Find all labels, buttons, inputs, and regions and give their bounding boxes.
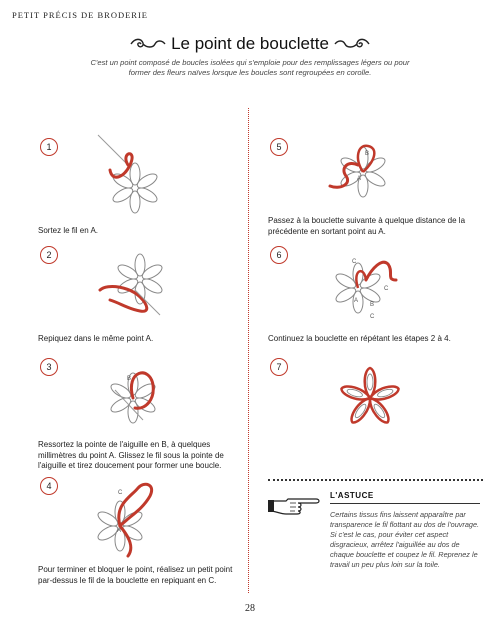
label-b: B bbox=[370, 302, 375, 308]
step-1-number: 1 bbox=[40, 138, 58, 156]
step-4-caption: Pour terminer et bloquer le point, réalisez un petit point par-dessus le fil de la bouclette en repiquant en C. bbox=[38, 565, 233, 585]
label-c: C bbox=[352, 259, 357, 265]
flourish-right-icon bbox=[333, 37, 371, 51]
label-c: C bbox=[384, 286, 389, 292]
column-divider bbox=[248, 108, 249, 593]
step-1-caption: Sortez le fil en A. bbox=[38, 226, 99, 235]
step-6-illustration bbox=[322, 250, 412, 325]
label-a: A bbox=[354, 298, 359, 304]
label-c: C bbox=[370, 314, 375, 320]
step-2-caption: Repiquez dans le même point A. bbox=[38, 334, 154, 343]
step-3-illustration bbox=[95, 360, 185, 435]
step-5-illustration bbox=[318, 130, 408, 210]
step-6-caption: Continuez la bouclette en répétant les étapes 2 à 4. bbox=[268, 334, 451, 343]
intro-text: C'est un point composé de boucles isolées qui s'emploie pour des remplissages légers ou pour former des fleurs naïves lorsque les boucles sont regroupées en corolle. bbox=[90, 58, 410, 77]
astuce-title: L'ASTUCE bbox=[330, 491, 374, 500]
astuce-title-rule bbox=[330, 503, 480, 504]
step-1-illustration bbox=[90, 130, 180, 220]
step-7-illustration bbox=[330, 358, 410, 438]
label-b: B bbox=[365, 151, 370, 157]
step-3-caption: Ressortez la pointe de l'aiguille en B, à quelques millimètres du point A. Glissez le fil sous la pointe de l'aiguille et tirez doucement pour former une boucle. bbox=[38, 440, 224, 470]
step-6-number: 6 bbox=[270, 246, 288, 264]
step-4-number: 4 bbox=[40, 477, 58, 495]
label-a: A bbox=[357, 176, 362, 182]
label-c: C bbox=[118, 490, 123, 496]
astuce-text: Certains tissus fins laissent apparaître par transparence le fil flottant au dos de l'ouvrage. Si c'est le cas, pour éviter cet aspect disgracieux, arrêtez l'aiguillée au dos de chaque bouclette et coupez le fil. Reprenez le travail un peu plus loin sur la toile. bbox=[330, 510, 480, 569]
page-number: 28 bbox=[245, 603, 255, 614]
title-row bbox=[0, 34, 500, 54]
step-3-number: 3 bbox=[40, 358, 58, 376]
page-title: Le point de bouclette bbox=[171, 34, 329, 53]
step-2-number: 2 bbox=[40, 246, 58, 264]
step-7-number: 7 bbox=[270, 358, 288, 376]
running-head: PETIT PRÉCIS DE BRODERIE bbox=[12, 10, 149, 20]
step-2-illustration bbox=[90, 245, 180, 325]
flourish-left-icon bbox=[129, 37, 167, 51]
label-a: A bbox=[117, 528, 122, 534]
step-4-illustration bbox=[90, 476, 180, 561]
label-b: B bbox=[127, 376, 132, 382]
pointing-hand-icon bbox=[268, 493, 323, 517]
step-5-number: 5 bbox=[270, 138, 288, 156]
step-5-caption: Passez à la bouclette suivante à quelque distance de la précédente en sortant point au A. bbox=[268, 216, 466, 236]
astuce-top-rule bbox=[268, 479, 483, 481]
